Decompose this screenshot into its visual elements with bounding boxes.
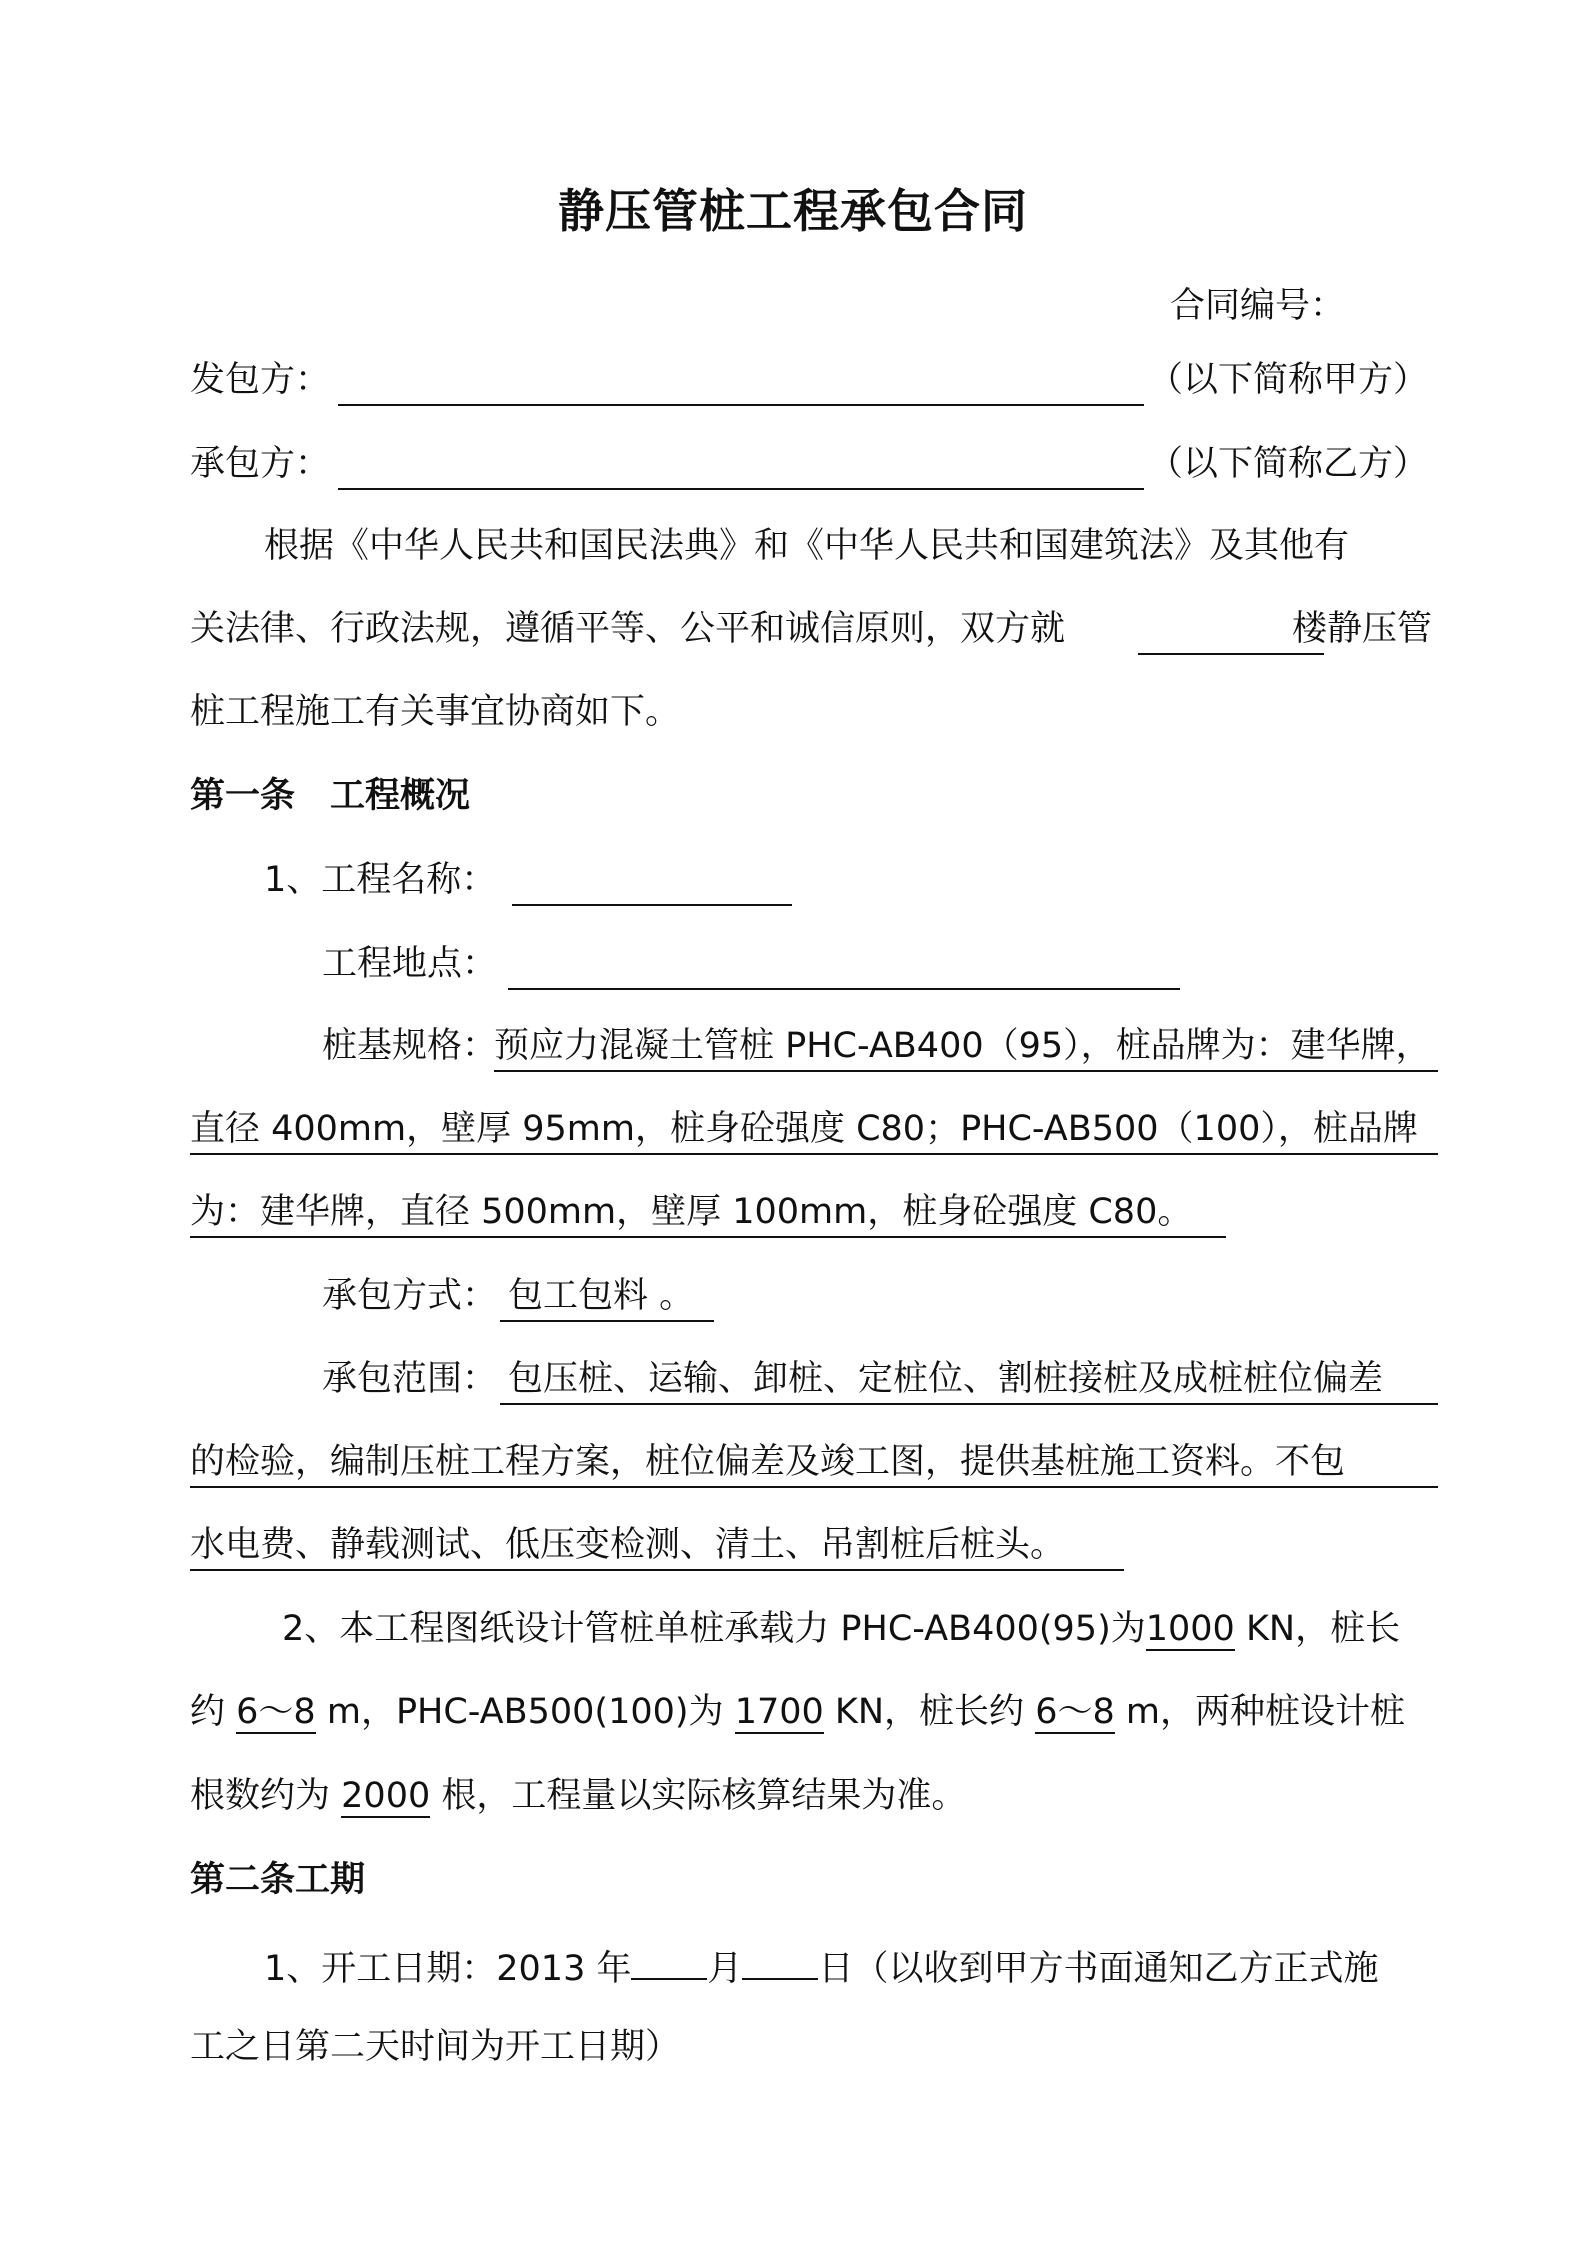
project-location-blank[interactable] [508,988,1180,990]
intro-line-3: 桩工程施工有关事宜协商如下。 [190,692,681,732]
party-b-suffix: （以下简称乙方） [1148,444,1429,484]
contract-scope-label: 承包范围： [322,1359,498,1399]
party-b-label: 承包方： [190,444,331,484]
contract-method-label: 承包方式： [322,1276,498,1316]
item-2-line-2: 约 6～8 m，PHC-AB500(100)为 1700 KN，桩长约 6～8 m，两种桩设计桩 [190,1692,1405,1732]
start-date-line-2: 工之日第二天时间为开工日期） [190,2027,681,2067]
pile-spec-underline-2 [190,1153,1438,1155]
capacity-500-value: 1700 [734,1692,824,1732]
pile-count-value: 2000 [341,1776,431,1816]
pile-spec-underline-3 [190,1236,1226,1238]
contract-number-label: 合同编号： [1170,286,1346,326]
contract-scope-underline-2 [190,1486,1438,1488]
building-blank[interactable] [1138,653,1324,655]
party-a-suffix: （以下简称甲方） [1148,360,1429,400]
length-500-value: 6～8 [1035,1692,1115,1732]
project-name-blank[interactable] [512,904,792,906]
contract-scope-line-2: 的检验，编制压桩工程方案，桩位偏差及竣工图，提供基桩施工资料。不包 [190,1442,1346,1482]
intro-line-1: 根据《中华人民共和国民法典》和《中华人民共和国建筑法》及其他有 [264,526,1350,566]
contract-scope-line-3: 水电费、静载测试、低压变检测、清土、吊割桩后桩头。 [190,1525,1066,1565]
contract-scope-underline-3 [190,1569,1124,1571]
item-2-line-3: 根数约为 2000 根，工程量以实际核算结果为准。 [190,1776,967,1816]
contract-scope-underline-1 [500,1403,1438,1405]
pile-spec-underline-1 [494,1070,1438,1072]
start-day-blank[interactable] [742,1940,818,1980]
document-title: 静压管桩工程承包合同 [558,184,1028,238]
start-date-line-1: 1、开工日期：2013 年 月 日（以收到甲方书面通知乙方正式施 [264,1940,1379,1993]
intro-line-2a: 关法律、行政法规，遵循平等、公平和诚信原则，双方就 [190,609,1066,649]
pile-spec-line-2: 直径 400mm，壁厚 95mm，桩身砼强度 C80；PHC-AB500（100），桩品牌 [190,1109,1418,1149]
item-2-line-1: 2、本工程图纸设计管桩单桩承载力 PHC-AB400(95)为1000 KN，桩长 [282,1609,1401,1649]
length-400-value: 6～8 [236,1692,316,1732]
start-month-blank[interactable] [631,1940,707,1980]
party-a-label: 发包方： [190,360,331,400]
project-name-label: 1、工程名称： [264,860,497,900]
party-b-blank[interactable] [338,488,1144,490]
contract-scope-line-1: 包压桩、运输、卸桩、定桩位、割桩接桩及成桩桩位偏差 [508,1359,1384,1399]
contract-method-underline [500,1320,714,1322]
pile-spec-line-3: 为：建华牌，直径 500mm，壁厚 100mm，桩身砼强度 C80。 [190,1192,1193,1232]
pile-spec-label: 桩基规格： [322,1026,498,1066]
article-2-heading: 第二条工期 [190,1860,366,1900]
contract-method-value: 包工包料 。 [508,1276,695,1316]
capacity-400-value: 1000 [1145,1609,1235,1649]
article-1-heading: 第一条 工程概况 [190,776,471,816]
party-a-blank[interactable] [338,404,1144,406]
intro-line-2b: 楼静压管 [1292,609,1433,649]
pile-spec-line-1: 预应力混凝土管桩 PHC-AB400（95），桩品牌为：建华牌， [494,1026,1431,1066]
project-location-label: 工程地点： [322,944,498,984]
